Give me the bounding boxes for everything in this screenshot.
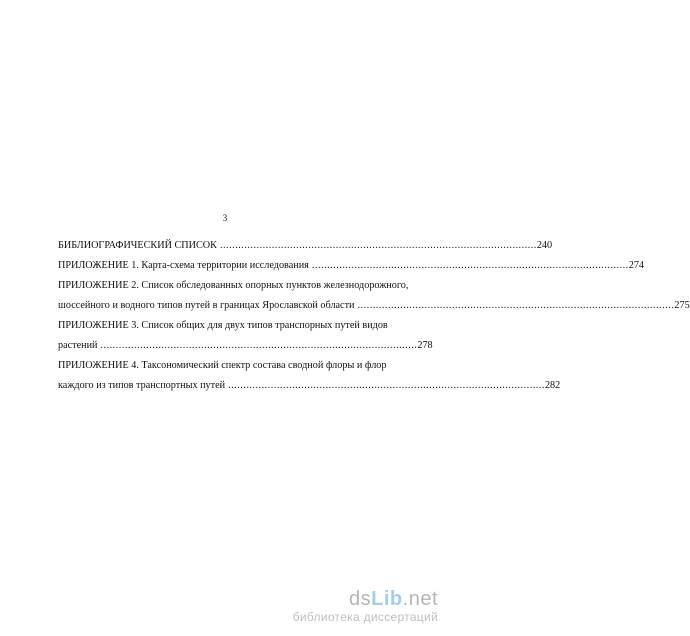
toc-leader-dots: ........................................................................................................ (311, 260, 629, 271)
toc-page-number: 240 (536, 240, 553, 251)
toc-entry-title-line2: каждого из типов транспортных путей (58, 380, 226, 391)
watermark-subtitle: библиотека диссертаций (292, 610, 438, 624)
toc-leader-dots: ........................................................................................................ (219, 240, 537, 251)
toc-page-number: 282 (544, 380, 561, 391)
toc-entry-title-line2: растений (58, 340, 98, 351)
toc-entry-title: ПРИЛОЖЕНИЕ 1. Карта-схема территории исследования (58, 260, 309, 271)
toc-leader-dots: ........................................................................................................ (100, 340, 418, 351)
toc-page-number: 274 (628, 260, 644, 271)
toc-entry-title: БИБЛИОГРАФИЧЕСКИЙ СПИСОК (58, 240, 217, 251)
toc-leader-dots: ........................................................................................................ (228, 380, 545, 391)
page-number: 3 (222, 213, 228, 223)
toc-entry-appendix-3 (58, 316, 433, 356)
toc-entry-title-line1: ПРИЛОЖЕНИЕ 4. Таксономический спектр состава сводной флоры и флор (58, 360, 387, 371)
toc-page-number: 278 (417, 340, 433, 351)
dslib-watermark (293, 588, 438, 624)
toc-entry-appendix-1 (58, 256, 644, 276)
table-of-contents (58, 236, 690, 396)
toc-entry-title-line2: шоссейного и водного типов путей в границах Ярославской области (58, 300, 355, 311)
toc-page-number: 275 (674, 300, 690, 311)
toc-entry-title-line1: ПРИЛОЖЕНИЕ 2. Список обследованных опорных пунктов железнодорожного, (58, 280, 409, 291)
toc-entry-appendix-2 (58, 276, 690, 316)
toc-entry-appendix-4 (58, 356, 561, 396)
watermark-logo: dsLib.net (349, 588, 438, 610)
toc-entry-bibliography (58, 236, 553, 256)
toc-entry-title-line1: ПРИЛОЖЕНИЕ 3. Список общих для двух типов транспорных путей видов (58, 320, 388, 331)
toc-leader-dots: ........................................................................................................ (357, 300, 675, 311)
